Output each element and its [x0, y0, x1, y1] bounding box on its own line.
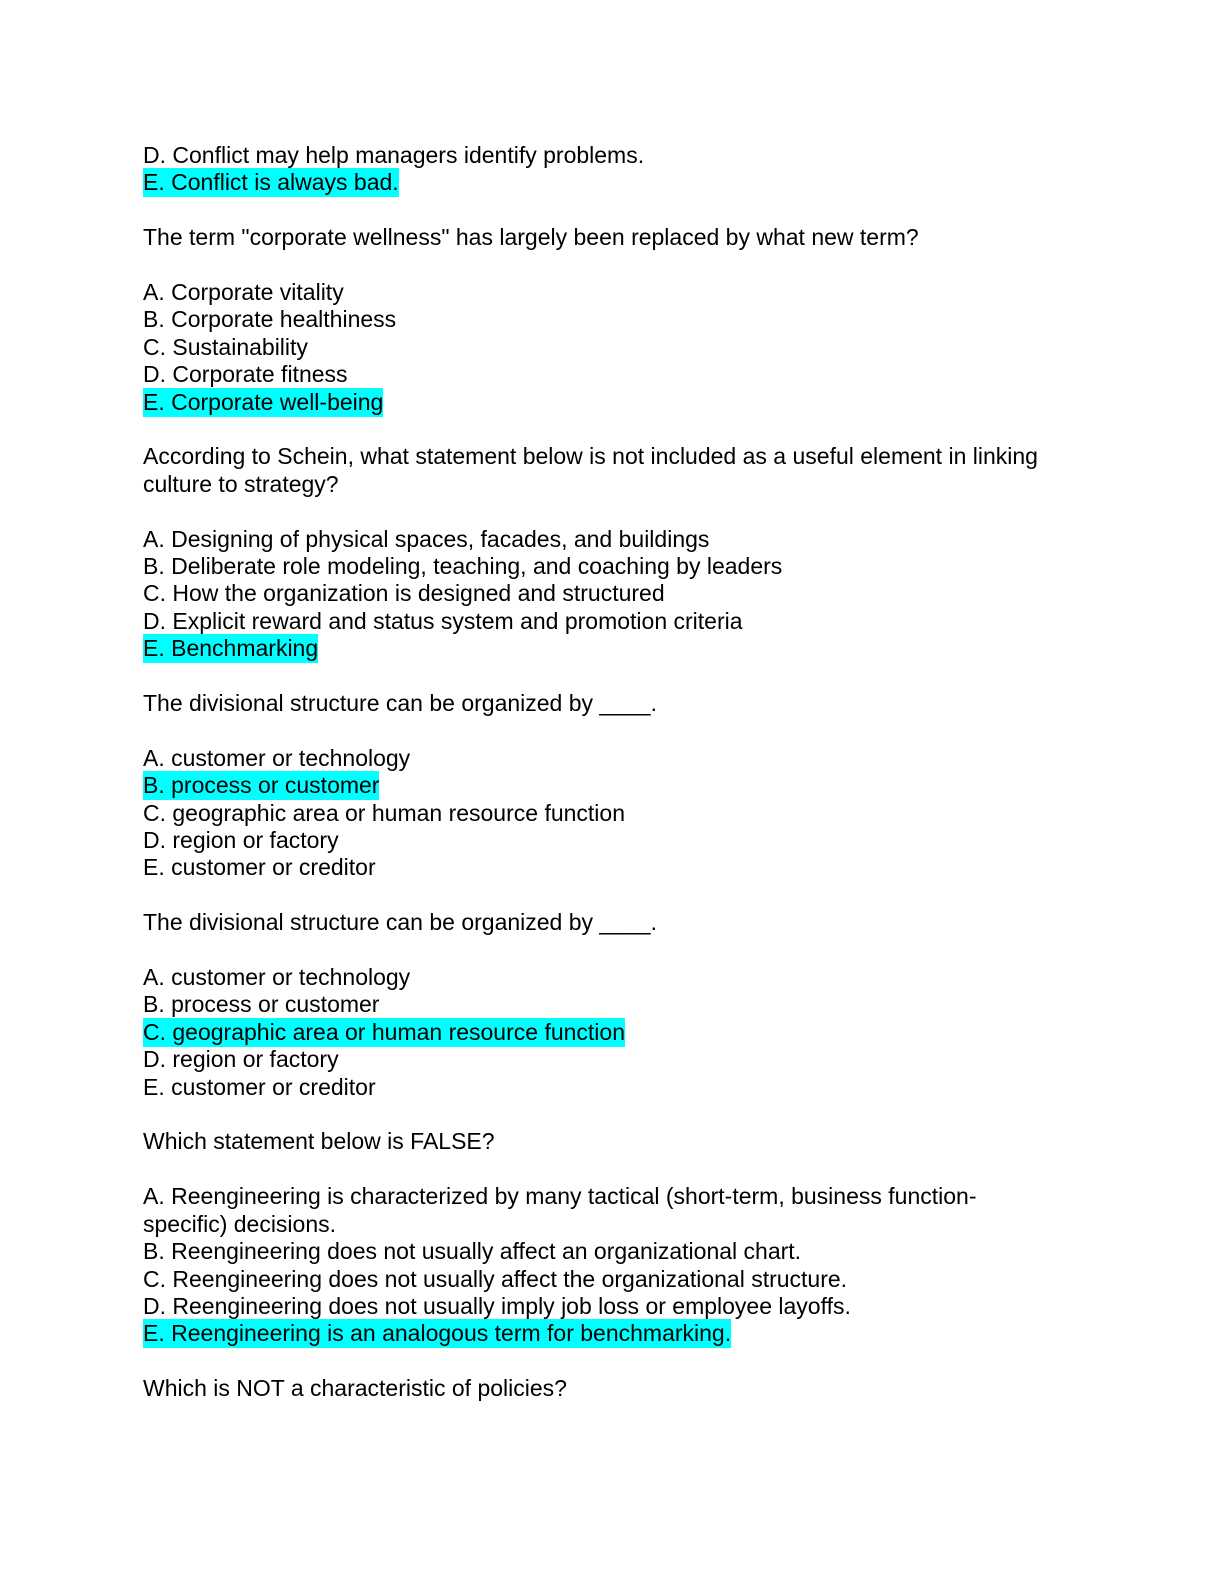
document-page: [143, 142, 1083, 1403]
option-e: [143, 1074, 1083, 1101]
option-a: A. Reengineering is characterized by many tactical (short-term, business function-: [143, 1183, 977, 1210]
option-d: [143, 142, 1083, 169]
option-text: C. Reengineering does not usually affect the organizational structure.: [143, 1265, 848, 1292]
question-text: Which is NOT a characteristic of policies?: [143, 1375, 567, 1402]
option-a: [143, 745, 1083, 772]
option-a: [143, 279, 1083, 306]
highlighted-answer: E. Reengineering is an analogous term for benchmarking.: [143, 1320, 732, 1347]
option-e-answer: [143, 389, 1083, 416]
option-text: C. geographic area or human resource function: [143, 799, 626, 826]
option-c: [143, 800, 1083, 827]
option-text: D. Reengineering does not usually imply job loss or employee layoffs.: [143, 1292, 851, 1319]
option-text: A. customer or technology: [143, 744, 411, 771]
option-c: [143, 334, 1083, 361]
question-text: The term "corporate wellness" has largely been replaced by what new term?: [143, 224, 919, 251]
option-text: D. Conflict may help managers identify problems.: [143, 142, 645, 168]
question-text-continued: culture to strategy?: [143, 470, 339, 497]
option-b: [143, 991, 1083, 1018]
option-c-answer: [143, 1019, 1083, 1046]
option-b: [143, 553, 1083, 580]
option-c: [143, 1266, 1083, 1293]
option-a: [143, 964, 1083, 991]
option-c: [143, 580, 1083, 607]
option-text: B. Corporate healthiness: [143, 306, 397, 333]
option-d: [143, 827, 1083, 854]
option-text: B. Deliberate role modeling, teaching, and coaching by leaders: [143, 553, 783, 580]
option-text: D. region or factory: [143, 1046, 339, 1073]
highlighted-answer: B. process or customer: [143, 772, 380, 799]
option-text: D. Corporate fitness: [143, 361, 348, 388]
highlighted-answer: E. Corporate well-being: [143, 388, 384, 415]
option-d: [143, 1293, 1083, 1320]
option-text: A. Corporate vitality: [143, 279, 344, 305]
option-a-continued: specific) decisions.: [143, 1210, 337, 1237]
option-text: A. Designing of physical spaces, facades, and buildings: [143, 525, 710, 552]
question-text: The divisional structure can be organized by ____.: [143, 690, 657, 717]
option-b: [143, 1238, 1083, 1265]
option-e-answer: [143, 169, 1083, 196]
option-e-answer: [143, 1320, 1083, 1347]
option-text: B. process or customer: [143, 991, 380, 1018]
option-d: [143, 608, 1083, 635]
question-text: The divisional structure can be organized by ____.: [143, 909, 657, 936]
option-b: [143, 306, 1083, 333]
option-d: [143, 361, 1083, 388]
option-text: D. region or factory: [143, 827, 339, 854]
option-text: C. How the organization is designed and structured: [143, 580, 665, 607]
option-b-answer: [143, 772, 1083, 799]
highlighted-answer: E. Conflict is always bad.: [143, 169, 399, 196]
highlighted-answer: C. geographic area or human resource function: [143, 1018, 626, 1045]
option-e-answer: [143, 635, 1083, 662]
option-text: B. Reengineering does not usually affect an organizational chart.: [143, 1238, 802, 1265]
question-text: According to Schein, what statement below is not included as a useful element in linking: [143, 443, 1038, 470]
option-e: [143, 854, 1083, 881]
option-text: D. Explicit reward and status system and promotion criteria: [143, 607, 743, 634]
highlighted-answer: E. Benchmarking: [143, 635, 319, 662]
option-text: E. customer or creditor: [143, 854, 376, 881]
option-d: [143, 1046, 1083, 1073]
option-text: C. Sustainability: [143, 333, 308, 360]
question-text: Which statement below is FALSE?: [143, 1128, 495, 1155]
option-text: A. customer or technology: [143, 964, 411, 991]
option-a: [143, 526, 1083, 553]
option-text: E. customer or creditor: [143, 1073, 376, 1100]
